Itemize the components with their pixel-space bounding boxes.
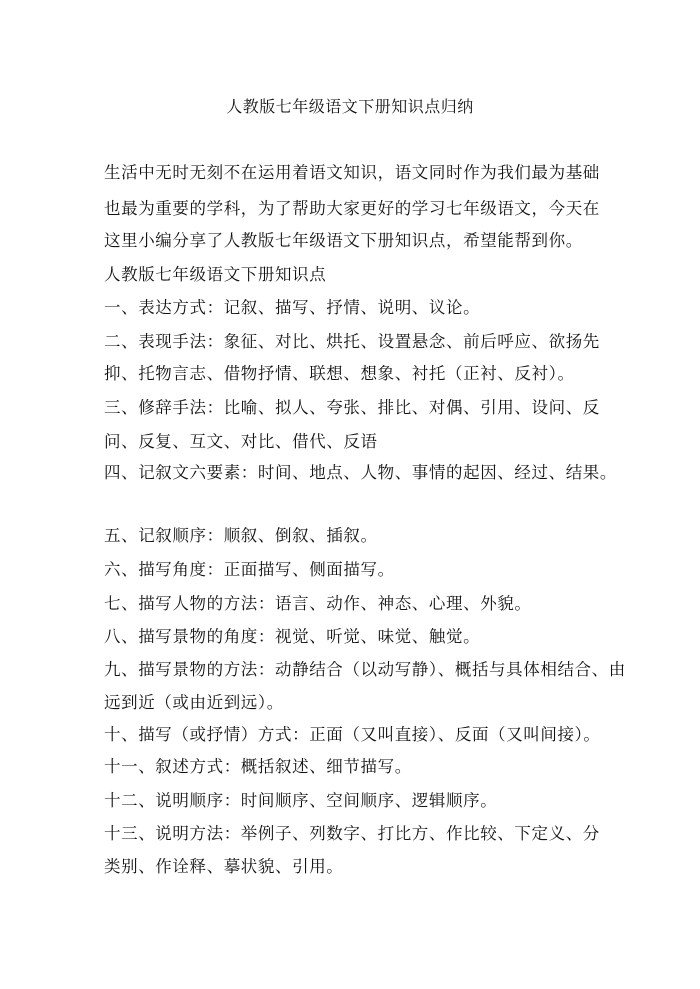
list-item: 四、记叙文六要素：时间、地点、人物、事情的起因、经过、结果。 — [104, 463, 617, 482]
list-item: 八、描写景物的角度：视觉、听觉、味觉、触觉。 — [104, 627, 481, 646]
section-heading: 人教版七年级语文下册知识点 — [104, 265, 327, 284]
document-title: 人教版七年级语文下册知识点归纳 — [226, 97, 474, 116]
list-item: 七、描写人物的方法：语言、动作、神态、心理、外貌。 — [104, 594, 532, 613]
paragraph-line: 这里小编分享了人教版七年级语文下册知识点，希望能帮到你。 — [104, 231, 583, 250]
list-item: 六、描写角度：正面描写、侧面描写。 — [104, 560, 395, 579]
list-item: 抑、托物言志、借物抒情、联想、想象、衬托（正衬、反衬）。 — [104, 364, 575, 383]
list-item: 一、表达方式：记叙、描写、抒情、说明、议论。 — [104, 298, 481, 317]
list-item: 五、记叙顺序：顺叙、倒叙、插叙。 — [104, 526, 378, 545]
list-item: 九、描写景物的方法：动静结合（以动写静）、概括与具体相结合、由 — [104, 660, 626, 679]
paragraph-line: 生活中无时无刻不在运用着语文知识，语文同时作为我们最为基础 — [104, 163, 600, 182]
list-item: 二、表现手法：象征、对比、烘托、设置悬念、前后呼应、欲扬先 — [104, 332, 600, 351]
list-item: 三、修辞手法：比喻、拟人、夸张、排比、对偶、引用、设问、反 — [104, 398, 600, 417]
list-item: 十一、叙述方式：概括叙述、细节描写。 — [104, 757, 412, 776]
list-item: 十、描写（或抒情）方式：正面（又叫直接）、反面（又叫间接）。 — [104, 725, 601, 744]
list-item: 类别、作诠释、摹状貌、引用。 — [104, 857, 344, 876]
list-item: 问、反复、互文、对比、借代、反语 — [104, 432, 378, 451]
paragraph-line: 也最为重要的学科，为了帮助大家更好的学习七年级语文，今天在 — [104, 199, 600, 218]
list-item: 远到近（或由近到远）。 — [104, 693, 284, 712]
list-item: 十三、说明方法：举例子、列数字、打比方、作比较、下定义、分 — [104, 824, 600, 843]
list-item: 十二、说明顺序：时间顺序、空间顺序、逻辑顺序。 — [104, 791, 498, 810]
